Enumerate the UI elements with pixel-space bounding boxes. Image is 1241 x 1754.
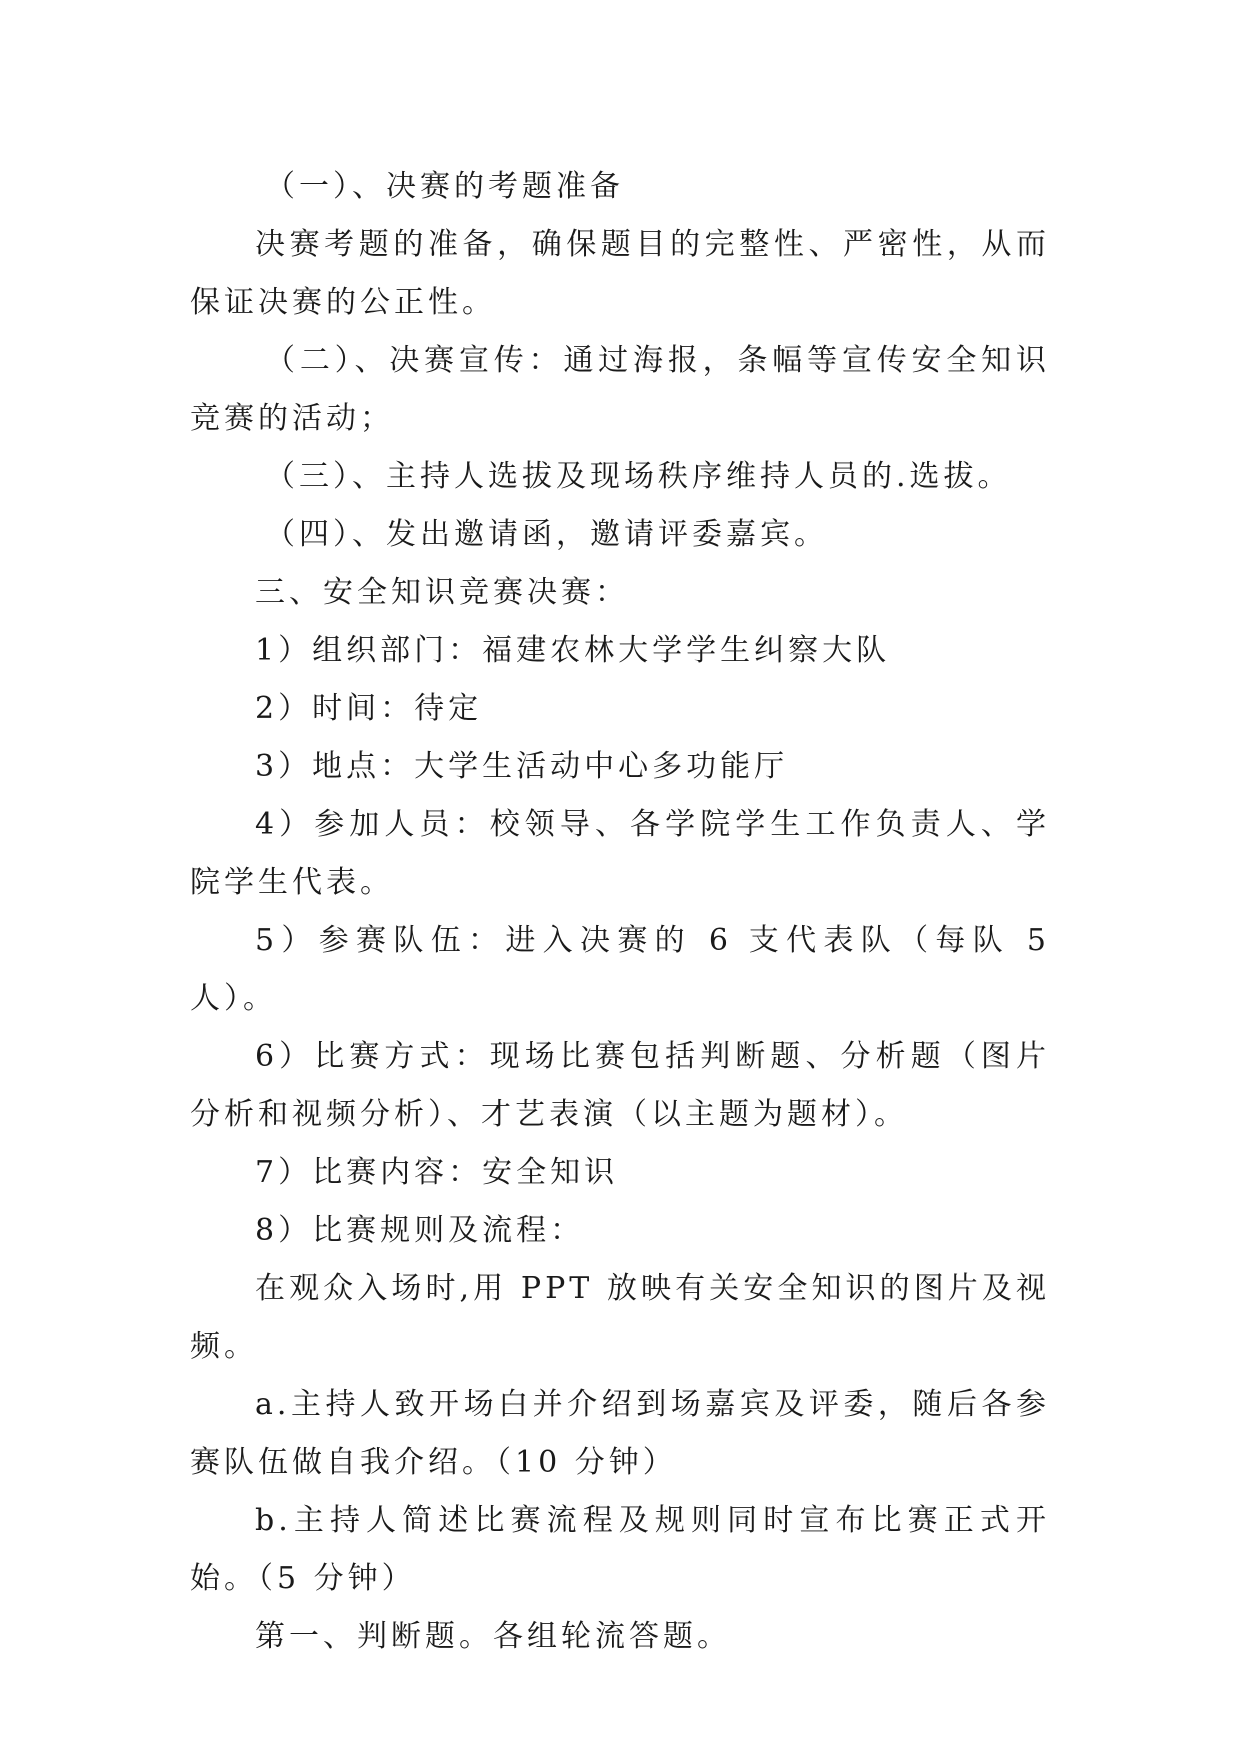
item-competition-content: 7）比赛内容：安全知识 <box>255 1155 619 1190</box>
document-body <box>190 158 1050 1666</box>
round-one-true-false: 第一、判断题。各组轮流答题。 <box>255 1619 731 1654</box>
paragraph-exam-prep-detail: 决赛考题的准备，确保题目的完整性、严密性，从而保证决赛的公正性。 <box>190 227 1050 320</box>
section-host-selection: （三）、主持人选拔及现场秩序维持人员的.选拔。 <box>265 459 1012 494</box>
section-invitations: （四）、发出邀请函，邀请评委嘉宾。 <box>265 517 828 552</box>
step-b-rules: b.主持人简述比赛流程及规则同时宣布比赛正式开始。（5 分钟） <box>190 1503 1050 1596</box>
item-time: 2）时间：待定 <box>255 691 483 726</box>
item-teams: 5）参赛队伍：进入决赛的 6 支代表队（每队 5 人）。 <box>190 923 1050 1016</box>
item-location: 3）地点：大学生活动中心多功能厅 <box>255 749 789 784</box>
item-participants: 4）参加人员：校领导、各学院学生工作负责人、学院学生代表。 <box>190 807 1050 900</box>
heading-final-competition: 三、安全知识竞赛决赛： <box>255 575 629 610</box>
section-final-publicity: （二）、决赛宣传：通过海报，条幅等宣传安全知识竞赛的活动； <box>190 343 1050 436</box>
item-competition-format: 6）比赛方式：现场比赛包括判断题、分析题（图片分析和视频分析）、才艺表演（以主题为题材）。 <box>190 1039 1050 1132</box>
step-a-opening: a.主持人致开场白并介绍到场嘉宾及评委，随后各参赛队伍做自我介绍。（10 分钟） <box>190 1387 1050 1480</box>
item-rules-and-process: 8）比赛规则及流程： <box>255 1213 585 1248</box>
section-final-exam-prep: （一）、决赛的考题准备 <box>265 169 624 204</box>
paragraph-audience-entry: 在观众入场时,用 PPT 放映有关安全知识的图片及视频。 <box>190 1271 1050 1364</box>
item-organizer: 1）组织部门：福建农林大学学生纠察大队 <box>255 633 891 668</box>
